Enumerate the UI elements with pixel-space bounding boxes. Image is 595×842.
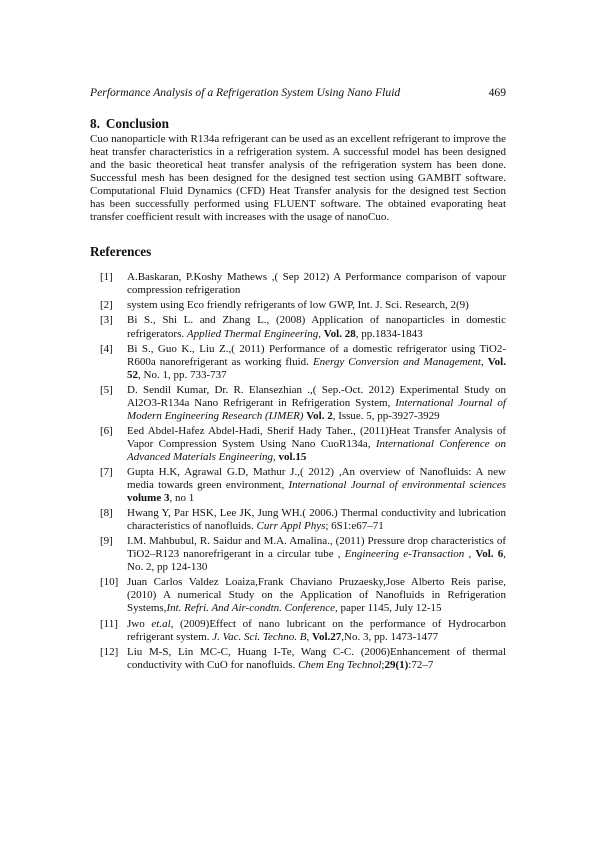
running-header — [90, 86, 506, 100]
reference-volume-bold: Vol.27 — [312, 630, 342, 643]
reference-number: [6] — [100, 424, 113, 437]
reference-source-italic: International Journal of Modern Engineering Research (IJMER) — [127, 396, 506, 422]
reference-text-segment: ; 6S1:e67–71 — [325, 520, 384, 533]
reference-text-segment: , — [273, 450, 279, 463]
reference-item — [90, 535, 506, 574]
reference-text-segment: ,No. 3, pp. 1473-1477 — [341, 630, 439, 643]
reference-text-segment: , — [480, 355, 488, 368]
reference-text-segment: Jwo — [127, 617, 152, 630]
reference-source-italic: et.al — [151, 617, 171, 630]
reference-text-segment: , No. 2, pp 124-130 — [127, 548, 506, 574]
reference-source-italic: Engineering e-Transaction — [344, 548, 465, 561]
reference-text — [127, 425, 506, 464]
reference-text-segment: Liu M-S, Lin MC-C, Huang I-Te, Wang C-C. (2006)Enhancement of thermal conductivity with CuO for nanofluids. — [127, 645, 506, 671]
reference-text-segment: :72–7 — [408, 658, 434, 671]
reference-source-italic: International Journal of environmental sciences — [288, 479, 506, 492]
reference-text — [127, 507, 506, 533]
reference-source-italic: Applied Thermal Engineering — [186, 327, 319, 340]
reference-text-segment: , pp.1834-1843 — [355, 327, 423, 340]
reference-text-segment: , paper 1145, July 12-15 — [334, 602, 442, 615]
reference-text-segment: Gupta H.K, Agrawal G.D, Mathur J.,( 2012) ,An overview of Nanofluids: A new media towards green environment, — [127, 465, 506, 492]
reference-number: [9] — [100, 535, 113, 548]
reference-number: [1] — [100, 271, 113, 284]
page — [90, 86, 506, 674]
reference-text — [127, 535, 506, 574]
reference-text-segment: , no 1 — [169, 492, 195, 505]
reference-text — [127, 466, 506, 505]
reference-text-segment: , Issue. 5, pp-3927-3929 — [332, 409, 440, 422]
reference-volume-bold: 29(1) — [384, 658, 409, 671]
reference-item — [90, 425, 506, 464]
conclusion-paragraph: Cuo nanoparticle with R134a refrigerant can be used as an excellent refrigerant to improve the heat transfer characteristics in a refrigeration system. A successful model has been designed and the basic theoretical heat transfer analysis of the refrigeration system has been done. Successful mesh has been designed for the designed test section using GAMBIT software. Computational Fluid Dynamics (CFD) Heat Transfer analysis for the designed test Section has been successfully performed using FLUENT software. The obtained evaporating heat transfer coefficient result with increases with the usage of nanoCuo. — [90, 133, 507, 224]
reference-item — [90, 507, 506, 533]
reference-item — [90, 646, 506, 672]
reference-item — [90, 299, 506, 312]
reference-text — [127, 384, 506, 423]
reference-text-segment: , No. 1, pp. 733-737 — [138, 368, 227, 381]
reference-text — [127, 618, 506, 644]
section-title: Conclusion — [105, 116, 169, 131]
reference-text-segment: Bi S., Guo K., Liu Z.,( 2011) Performance of a domestic refrigerator using TiO2-R600a nanorefrigerant as working fluid. — [127, 342, 506, 368]
reference-volume-bold: Vol. 6 — [475, 548, 504, 561]
reference-text-segment: Bi S., Shi L. and Zhang L., (2008) Application of nanoparticles in domestic refrigerators. — [127, 314, 506, 340]
reference-text-segment: , (2009)Effect of nano lubricant on the performance of Hydrocarbon refrigerant system. — [127, 617, 506, 643]
reference-number: [11] — [100, 617, 118, 630]
running-title: Performance Analysis of a Refrigeration System Using Nano Fluid — [90, 86, 401, 99]
reference-number: [4] — [100, 342, 113, 355]
reference-item — [90, 271, 506, 297]
reference-volume-bold: volume 3 — [127, 492, 170, 505]
reference-text — [127, 646, 506, 672]
reference-number: [8] — [100, 507, 113, 520]
reference-source-italic: International Conference on Advanced Materials Engineering — [127, 437, 506, 463]
reference-item — [90, 343, 506, 382]
reference-text — [127, 271, 506, 297]
reference-text-segment: system using Eco friendly refrigerants of low GWP, Int. J. Sci. Research, 2(9) — [127, 299, 469, 312]
reference-number: [2] — [100, 299, 113, 312]
section-heading-conclusion — [90, 116, 506, 132]
reference-source-italic: Int. Refri. And Air-condtn. Conference — [166, 602, 335, 615]
reference-number: [7] — [100, 465, 113, 478]
reference-text-segment: D. Sendil Kumar, Dr. R. Elansezhian .,( Sep.-Oct. 2012) Experimental Study on Al2O3-R134a Nano Refrigerant in Refrigeration System, — [127, 383, 506, 409]
page-number: 469 — [488, 86, 506, 99]
reference-text-segment: Eed Abdel-Hafez Abdel-Hadi, Sherif Hady Taher., (2011)Heat Transfer Analysis of Vapor Compression System Using Nano CuoR134a, — [127, 424, 506, 450]
reference-number: [3] — [100, 314, 113, 327]
reference-volume-bold: Vol. 52 — [127, 355, 506, 381]
reference-text-segment: A.Baskaran, P.Koshy Mathews ,( Sep 2012) A Performance comparison of vapour compression refrigeration — [127, 271, 506, 297]
reference-source-italic: Curr Appl Phys — [256, 520, 326, 533]
reference-item — [90, 576, 506, 615]
reference-volume-bold: vol.15 — [278, 450, 307, 463]
reference-text-segment: Hwang Y, Par HSK, Lee JK, Jung WH.( 2006.) Thermal conductivity and lubrication characteristics of nanofluids. — [127, 507, 506, 533]
reference-volume-bold: Vol. 28 — [323, 327, 356, 340]
reference-item — [90, 314, 506, 340]
reference-volume-bold: Vol. 2 — [306, 409, 333, 422]
reference-text-segment: , — [464, 548, 476, 561]
reference-text — [127, 314, 506, 340]
reference-source-italic: J. Vac. Sci. Techno. B — [212, 630, 307, 643]
reference-item — [90, 466, 506, 505]
reference-text-segment: I.M. Mahbubul, R. Saidur and M.A. Amalina., (2011) Pressure drop characteristics of TiO2–R123 nanorefrigerant in a circular tube , — [127, 535, 506, 561]
reference-item — [90, 618, 506, 644]
section-number: 8. — [90, 116, 100, 131]
reference-number: [10] — [100, 576, 119, 589]
reference-source-italic: Energy Conversion and Management — [312, 355, 481, 368]
reference-text-segment: , — [306, 630, 313, 643]
reference-text — [127, 299, 506, 312]
reference-source-italic: Chem Eng Technol — [298, 658, 382, 671]
reference-number: [5] — [100, 383, 113, 396]
reference-text — [127, 343, 506, 382]
reference-list — [90, 271, 506, 671]
references-heading: References — [90, 244, 152, 260]
reference-text-segment: , — [318, 327, 324, 340]
reference-text-segment: Juan Carlos Valdez Loaiza,Frank Chaviano Pruzaesky,Jose Alberto Reis parise, (2010) A numerical Study on the Application of Nanofluids in Refrigeration Systems, — [127, 576, 506, 615]
reference-item — [90, 384, 506, 423]
reference-text — [127, 576, 506, 615]
reference-text-segment: ; — [381, 658, 385, 671]
reference-number: [12] — [100, 645, 119, 658]
